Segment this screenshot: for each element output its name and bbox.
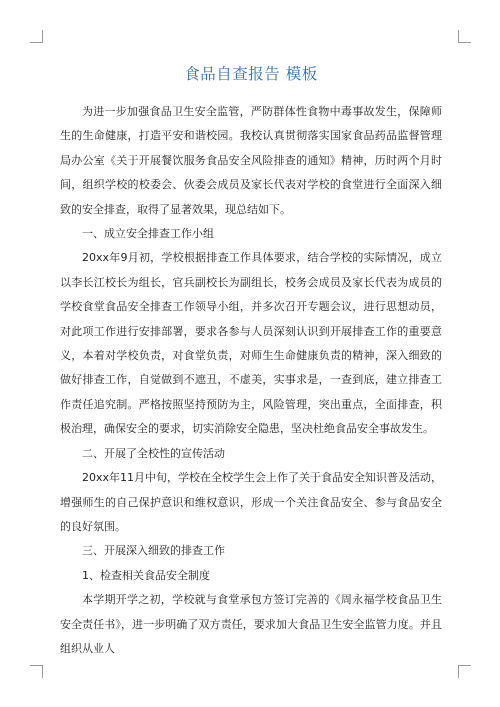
crop-mark-bottom-right	[458, 665, 471, 678]
document-title: 食品自查报告 模板	[184, 65, 318, 83]
document-page	[60, 60, 442, 661]
crop-mark-top-left	[30, 30, 43, 43]
section-2-paragraph: 20xx年11月中旬，学校在全校学生会上作了关于食品安全知识普及活动，增强师生的自己保护意识和维权意识，形成一个关注食品安全、参与食品安全的良好氛围。	[60, 471, 443, 533]
section-3-subheading-1: 1、检查相关食品安全制度	[82, 568, 210, 582]
section-2-heading: 二、开展了全校性的宣传活动	[82, 446, 225, 460]
crop-mark-top-right	[458, 30, 471, 43]
section-1-paragraph: 20xx年9月初，学校根据排查工作具体要求，结合学校的实际情况，成立以李长江校长为组长，官兵副校长为副组长，校务会成员及家长代表为成员的学校食堂食品安全排查工作领导小组，并多次召开专题会议，进行思想动员，对此项工作进行安排部署，要求各参与人员深刻认识到开展排查工作的重要意义，本着对学校负责，对食堂负责，对师生生命健康负责的精神，深入细致的做好排查工作，自觉做到不遮丑，不虚美，实事求是，一查到底，建立排查工作责任追究制。严格按照坚持预防为主，风险管理，突出重点，全面排查，积极治理，确保安全的要求，切实消除安全隐患，坚决杜绝食品安全事故发生。	[60, 251, 442, 436]
section-3-sub-1-paragraph: 本学期开学之初，学校就与食堂承包方签订完善的《周永福学校食品卫生安全责任书》，进一步明确了双方责任，要求加大食品卫生安全监管力度。并且组织从业人	[60, 593, 442, 655]
section-1-heading: 一、成立安全排查工作小组	[82, 227, 214, 241]
crop-mark-bottom-left	[30, 665, 43, 678]
section-3-heading: 三、开展深入细致的排查工作	[82, 544, 225, 558]
intro-paragraph: 为进一步加强食品卫生安全监管，严防群体性食物中毒事故发生，保障师生的生命健康，打造平安和谐校园。我校认真贯彻落实国家食品药品监督管理局办公室《关于开展餐饮服务食品安全风险排查的通知》精神，历时两个月时间，组织学校的校委会、伙委会成员及家长代表对学校的食堂进行全面深入细致的安全排查，取得了显著效果，现总结如下。	[60, 105, 442, 216]
